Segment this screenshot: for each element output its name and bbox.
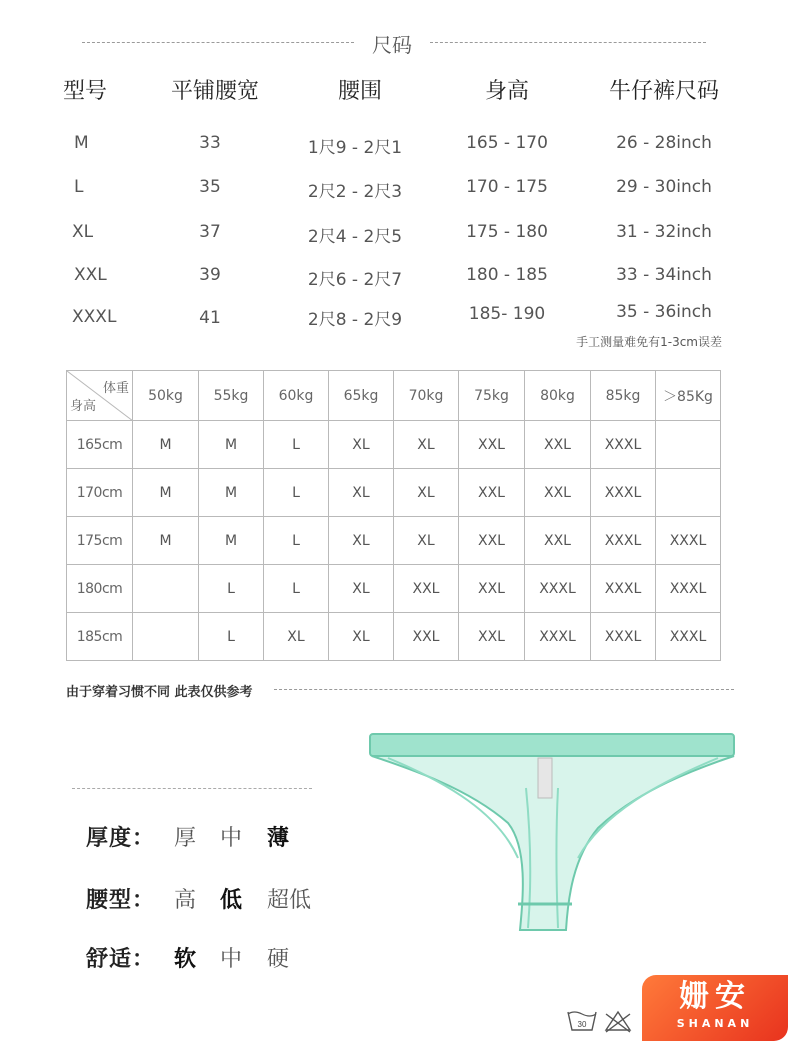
fit-table-row bbox=[67, 565, 721, 613]
corner-height-label: 身高 bbox=[70, 399, 97, 414]
weight-header: 60kg bbox=[264, 371, 329, 421]
size-cell: 2尺6 - 2尺7 bbox=[307, 270, 403, 290]
features-divider bbox=[72, 788, 312, 789]
size-cell: 31 - 32inch bbox=[616, 222, 712, 242]
size-cell: M bbox=[74, 133, 89, 153]
fit-cell: XXL bbox=[459, 565, 525, 613]
fit-cell: XXL bbox=[525, 421, 591, 469]
product-image bbox=[368, 728, 738, 933]
fit-table-corner bbox=[67, 371, 133, 421]
weight-header: 65kg bbox=[329, 371, 394, 421]
weight-header: 50kg bbox=[133, 371, 199, 421]
fit-cell bbox=[133, 565, 199, 613]
brand-logo bbox=[642, 975, 788, 1041]
size-cell: 165 - 170 bbox=[466, 133, 548, 153]
size-cell: 26 - 28inch bbox=[616, 133, 712, 153]
thickness-option-thin: 薄 bbox=[267, 826, 290, 851]
fit-cell: XXXL bbox=[525, 565, 591, 613]
fit-table bbox=[66, 370, 721, 661]
fit-cell: L bbox=[264, 469, 329, 517]
height-header: 175cm bbox=[67, 517, 133, 565]
fit-cell: L bbox=[199, 613, 264, 661]
height-header: 165cm bbox=[67, 421, 133, 469]
fit-table-header-row bbox=[67, 371, 721, 421]
reference-note: 由于穿着习惯不同 此表仅供参考 bbox=[66, 685, 253, 700]
fit-cell: XXXL bbox=[591, 421, 656, 469]
size-cell: XXXL bbox=[72, 307, 117, 327]
comfort-option-medium: 中 bbox=[220, 947, 243, 972]
reference-note-divider bbox=[274, 689, 734, 690]
thickness-option-thick: 厚 bbox=[174, 826, 197, 851]
fit-cell: XL bbox=[264, 613, 329, 661]
fit-cell: XXXL bbox=[656, 613, 721, 661]
fit-cell: XXXL bbox=[525, 613, 591, 661]
fit-table-row bbox=[67, 613, 721, 661]
fit-cell: M bbox=[133, 469, 199, 517]
fit-cell: XL bbox=[394, 469, 459, 517]
fit-cell: XXXL bbox=[591, 517, 656, 565]
section-divider-right bbox=[430, 42, 706, 43]
fit-table-row bbox=[67, 421, 721, 469]
waist-type-label: 腰型： bbox=[86, 888, 156, 913]
size-cell: 2尺8 - 2尺9 bbox=[307, 310, 403, 330]
waist-option-low: 低 bbox=[220, 888, 243, 913]
weight-header: ＞85Kg bbox=[656, 371, 721, 421]
size-cell: XL bbox=[72, 222, 94, 242]
size-cell: XXL bbox=[74, 265, 107, 285]
fit-cell: XL bbox=[394, 421, 459, 469]
weight-header: 55kg bbox=[199, 371, 264, 421]
fit-cell bbox=[133, 613, 199, 661]
fit-cell: XL bbox=[329, 565, 394, 613]
fit-cell: XL bbox=[329, 421, 394, 469]
brand-name-en: SHANAN bbox=[676, 1017, 754, 1030]
waist-option-ultra-low: 超低 bbox=[267, 888, 312, 913]
size-cell: 41 bbox=[199, 308, 221, 328]
weight-header: 70kg bbox=[394, 371, 459, 421]
fit-cell: M bbox=[199, 469, 264, 517]
size-cell: 2尺2 - 2尺3 bbox=[307, 182, 403, 202]
fit-cell: XXL bbox=[459, 469, 525, 517]
size-cell: 39 bbox=[199, 265, 221, 285]
fit-table-row bbox=[67, 469, 721, 517]
height-header: 185cm bbox=[67, 613, 133, 661]
fit-cell: XXXL bbox=[656, 517, 721, 565]
size-header-waist: 腰围 bbox=[337, 79, 382, 104]
fit-cell: XXL bbox=[394, 613, 459, 661]
section-title: 尺码 bbox=[372, 33, 412, 57]
fit-cell: L bbox=[264, 565, 329, 613]
size-cell: L bbox=[74, 177, 84, 197]
fit-cell: XL bbox=[329, 613, 394, 661]
size-cell: 185- 190 bbox=[468, 304, 546, 324]
fit-cell: L bbox=[264, 421, 329, 469]
fit-cell: XXL bbox=[459, 517, 525, 565]
fit-cell: XL bbox=[329, 517, 394, 565]
weight-header: 80kg bbox=[525, 371, 591, 421]
comfort-option-soft: 软 bbox=[174, 947, 197, 972]
size-header-flat-waist: 平铺腰宽 bbox=[170, 79, 259, 104]
size-header-height: 身高 bbox=[484, 79, 529, 104]
fit-cell: M bbox=[133, 517, 199, 565]
comfort-label: 舒适： bbox=[86, 947, 156, 972]
size-cell: 175 - 180 bbox=[466, 222, 548, 242]
fit-cell: XXL bbox=[459, 421, 525, 469]
fit-cell bbox=[656, 421, 721, 469]
fit-cell: XXXL bbox=[591, 613, 656, 661]
height-header: 170cm bbox=[67, 469, 133, 517]
fit-cell: M bbox=[199, 517, 264, 565]
fit-cell: M bbox=[133, 421, 199, 469]
fit-cell: M bbox=[199, 421, 264, 469]
fit-cell: XXL bbox=[525, 517, 591, 565]
fit-cell: XXXL bbox=[591, 565, 656, 613]
fit-table-row bbox=[67, 517, 721, 565]
thickness-label: 厚度： bbox=[86, 826, 156, 851]
size-cell: 29 - 30inch bbox=[616, 177, 712, 197]
size-cell: 33 - 34inch bbox=[616, 265, 712, 285]
size-cell: 33 bbox=[199, 133, 221, 153]
size-header-jeans: 牛仔裤尺码 bbox=[608, 79, 719, 104]
size-cell: 180 - 185 bbox=[466, 265, 548, 285]
size-cell: 35 bbox=[199, 177, 221, 197]
fit-cell: XXXL bbox=[591, 469, 656, 517]
size-cell: 37 bbox=[199, 222, 221, 242]
section-divider-left bbox=[82, 42, 354, 43]
size-cell: 2尺4 - 2尺5 bbox=[307, 227, 403, 247]
fit-cell: XXXL bbox=[656, 565, 721, 613]
fit-cell: L bbox=[199, 565, 264, 613]
washing-care-icon bbox=[566, 1008, 634, 1034]
fit-cell: XL bbox=[394, 517, 459, 565]
measurement-note: 手工测量难免有1-3cm误差 bbox=[576, 335, 722, 349]
size-header-model: 型号 bbox=[62, 79, 107, 104]
fit-cell: XL bbox=[329, 469, 394, 517]
comfort-option-hard: 硬 bbox=[267, 947, 290, 972]
fit-cell: XXL bbox=[459, 613, 525, 661]
fit-cell: XXL bbox=[525, 469, 591, 517]
size-cell: 35 - 36inch bbox=[616, 302, 712, 322]
size-cell: 1尺9 - 2尺1 bbox=[307, 138, 403, 158]
thickness-option-medium: 中 bbox=[220, 826, 243, 851]
fit-cell: XXL bbox=[394, 565, 459, 613]
fit-cell: L bbox=[264, 517, 329, 565]
height-header: 180cm bbox=[67, 565, 133, 613]
weight-header: 85kg bbox=[591, 371, 656, 421]
waist-option-high: 高 bbox=[174, 888, 197, 913]
wash-temperature: 30 bbox=[577, 1020, 587, 1029]
size-cell: 170 - 175 bbox=[466, 177, 548, 197]
weight-header: 75kg bbox=[459, 371, 525, 421]
fit-cell bbox=[656, 469, 721, 517]
corner-weight-label: 体重 bbox=[102, 381, 129, 396]
brand-name-cn: 姗安 bbox=[679, 979, 751, 1014]
